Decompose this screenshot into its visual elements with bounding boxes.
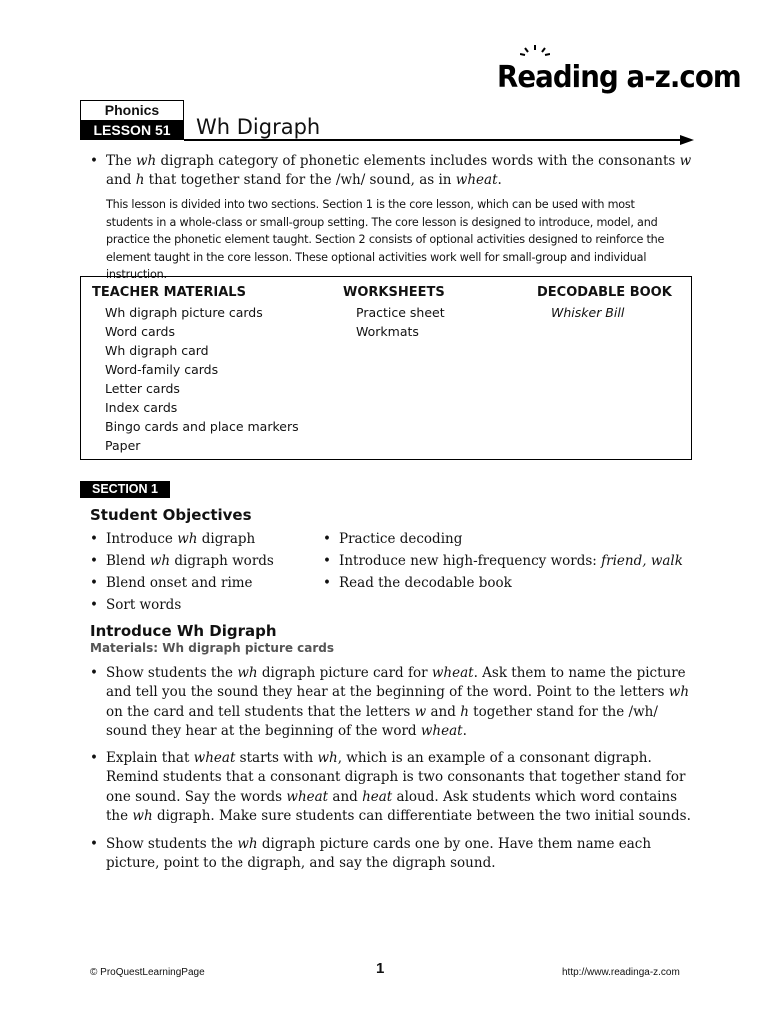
italic-term: h [460, 703, 469, 720]
page-number: 1 [376, 960, 385, 977]
teacher-materials-heading: TEACHER MATERIALS [92, 285, 246, 300]
italic-term: wheat [455, 172, 498, 188]
italic-term: wh [237, 836, 258, 852]
lesson-number-badge: LESSON 51 [80, 120, 184, 140]
objectives-list-left [90, 528, 310, 616]
introduce-heading: Introduce Wh Digraph [90, 622, 277, 640]
worksheets-heading: WORKSHEETS [343, 285, 445, 300]
instruction-step-3: • Show students the wh digraph picture cards one by one. Have them name each picture, point to the digraph, and say the digraph sound. [90, 835, 698, 874]
sun-rays-icon [520, 44, 550, 60]
teacher-material-item: Index cards [105, 400, 178, 415]
italic-term: wheat [193, 750, 236, 766]
italic-term: wheat [286, 788, 329, 805]
reading-az-logo: Reading a-z.com [497, 60, 741, 95]
objective-item: • Read the decodable book [323, 572, 703, 594]
italic-term: wheat [420, 722, 463, 739]
worksheet-item: Practice sheet [356, 305, 445, 320]
lesson-overview-paragraph: This lesson is divided into two sections. Section 1 is the core lesson, which can be used with most students in a whole-class or small-group setting. The core lesson is designed to introduce, model, and practice the phonetic element taught. Section 2 consists of optional activities designed to reinforce the element taught in the core lesson. These optional activities work well for small-group and individual instruction. [106, 198, 665, 281]
italic-term: wh [135, 153, 157, 169]
teacher-material-item: Wh digraph card [105, 343, 209, 358]
objective-item: • Blend wh digraph words [90, 550, 310, 572]
italic-term: heat [362, 788, 393, 805]
objectives-list-right [323, 528, 703, 594]
italic-term: wh [149, 553, 171, 569]
instruction-step-2: • Explain that wheat starts with wh, which is an example of a consonant digraph. Remind students that a consonant digraph is two consonants that together stand for one sound. Say the words wheat and heat aloud. Ask students which word contains the wh digraph. Make sure students can differentiate between the two initial sounds. [90, 749, 698, 826]
footer-url[interactable]: http://www.readinga-z.com [562, 967, 680, 978]
section-badge: SECTION 1 [80, 481, 170, 498]
worksheet-item: Workmats [356, 324, 419, 339]
student-objectives-heading: Student Objectives [90, 506, 252, 524]
italic-term: h [135, 172, 145, 188]
italic-term: friend, walk [601, 553, 683, 569]
objective-item: • Practice decoding [323, 528, 703, 550]
decodable-book-list [551, 303, 624, 322]
teacher-material-item: Word cards [105, 324, 176, 339]
category-label: Phonics [80, 100, 184, 120]
teacher-material-item: Bingo cards and place markers [105, 419, 299, 434]
footer-copyright: © ProQuestLearningPage [90, 967, 205, 978]
instruction-step-1: • Show students the wh digraph picture card for wheat. Ask them to name the picture and tell you the sound they hear at the beginning of the word. Point to the letters wh on the card and tell students that the letters w and h together stand for the /wh/ sound they hear at the beginning of the word wheat. [90, 664, 698, 741]
decodable-book-item: Whisker Bill [551, 305, 625, 320]
materials-table [80, 276, 692, 460]
lesson-title: Wh Digraph [196, 115, 321, 139]
italic-term: wh [177, 531, 198, 547]
decodable-book-heading: DECODABLE BOOK [537, 285, 672, 300]
italic-term: wh [668, 684, 690, 701]
italic-term: wh [317, 750, 338, 766]
objective-item: • Blend onset and rime [90, 572, 310, 594]
objective-item: • Introduce new high-frequency words: friend, walk [323, 550, 703, 572]
italic-term: w [679, 153, 692, 169]
italic-term: wheat [431, 665, 474, 681]
objective-item: • Sort words [90, 594, 310, 616]
worksheets-list [356, 303, 445, 341]
objective-item: • Introduce wh digraph [90, 528, 310, 550]
header-rule-arrow [184, 134, 696, 146]
italic-term: wh [237, 665, 258, 681]
intro-bullet: • The wh digraph category of phonetic elements includes words with the consonants w and h that together stand for the /wh/ sound, as in wheat. [90, 152, 696, 190]
teacher-material-item: Paper [105, 438, 141, 453]
italic-term: wh [132, 807, 153, 824]
italic-term: w [414, 703, 427, 720]
materials-line: Materials: Wh digraph picture cards [90, 641, 335, 655]
teacher-material-item: Wh digraph picture cards [105, 305, 263, 320]
teacher-material-item: Letter cards [105, 381, 180, 396]
teacher-material-item: Word-family cards [105, 362, 219, 377]
teacher-materials-list [105, 303, 299, 455]
